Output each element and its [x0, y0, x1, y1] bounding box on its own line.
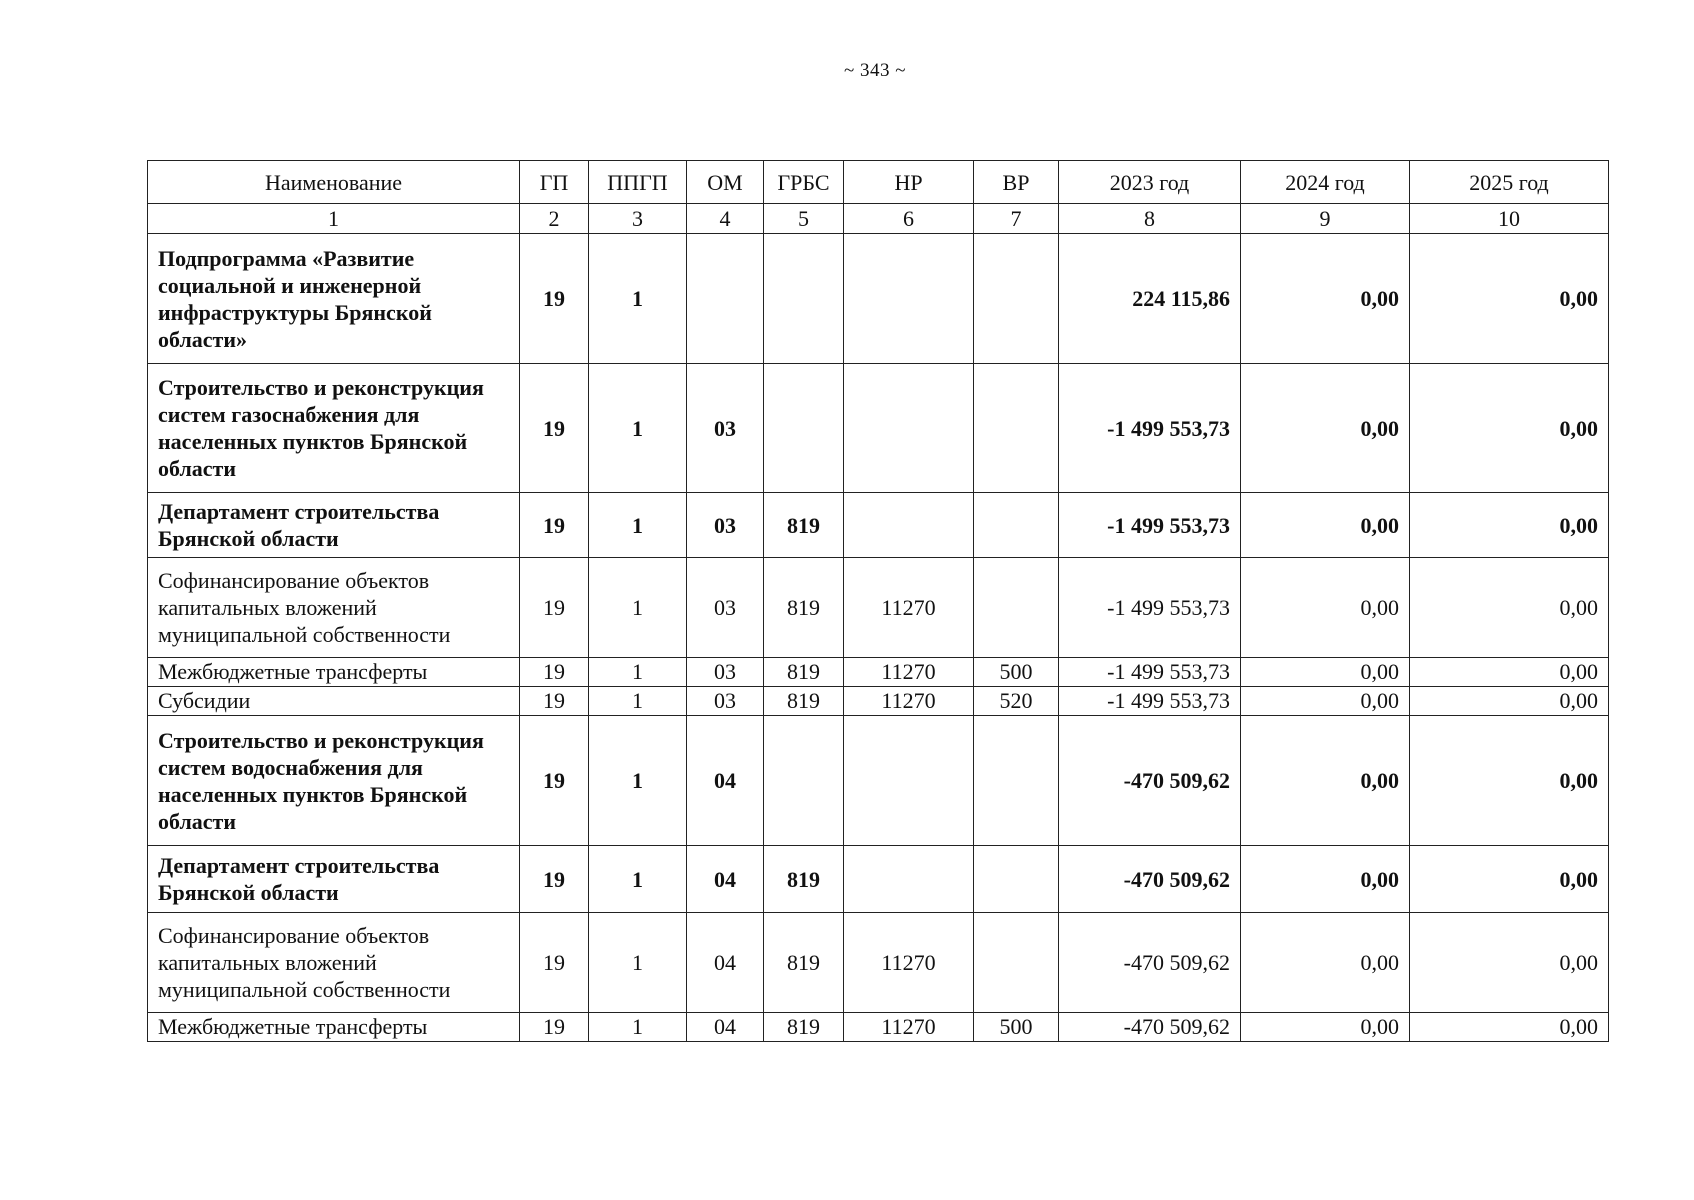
row-name: Строительство и реконструкция систем водоснабжения для населенных пунктов Брянской области: [148, 716, 520, 846]
column-header: 2023 год: [1059, 161, 1241, 204]
cell-2025: 0,00: [1410, 687, 1609, 716]
cell-vr: [974, 846, 1059, 913]
cell-2023: 224 115,86: [1059, 234, 1241, 364]
cell-2024: 0,00: [1241, 716, 1410, 846]
cell-2023: -1 499 553,73: [1059, 364, 1241, 493]
cell-gp: 19: [520, 558, 589, 658]
table-row: [148, 846, 1609, 913]
cell-om: 03: [687, 364, 764, 493]
column-header: Наименование: [148, 161, 520, 204]
cell-grbs: [764, 716, 844, 846]
cell-2023: -1 499 553,73: [1059, 558, 1241, 658]
row-name: Департамент строительства Брянской области: [148, 846, 520, 913]
cell-om: 03: [687, 558, 764, 658]
cell-2025: 0,00: [1410, 493, 1609, 558]
cell-ppgp: 1: [589, 687, 687, 716]
cell-2025: 0,00: [1410, 913, 1609, 1013]
cell-gp: 19: [520, 687, 589, 716]
cell-grbs: 819: [764, 687, 844, 716]
cell-2023: -1 499 553,73: [1059, 493, 1241, 558]
table-row: [148, 687, 1609, 716]
cell-2024: 0,00: [1241, 234, 1410, 364]
column-index: 3: [589, 204, 687, 234]
column-index: 8: [1059, 204, 1241, 234]
budget-table: [147, 160, 1609, 1042]
cell-grbs: [764, 364, 844, 493]
column-index: 7: [974, 204, 1059, 234]
column-index-row: [148, 204, 1609, 234]
cell-2024: 0,00: [1241, 558, 1410, 658]
cell-vr: 520: [974, 687, 1059, 716]
column-index: 10: [1410, 204, 1609, 234]
cell-gp: 19: [520, 364, 589, 493]
cell-2025: 0,00: [1410, 558, 1609, 658]
cell-grbs: 819: [764, 493, 844, 558]
cell-om: 04: [687, 1013, 764, 1042]
column-header: 2025 год: [1410, 161, 1609, 204]
cell-vr: [974, 558, 1059, 658]
cell-gp: 19: [520, 658, 589, 687]
column-index: 9: [1241, 204, 1410, 234]
cell-om: 03: [687, 658, 764, 687]
cell-nr: 11270: [844, 687, 974, 716]
cell-nr: [844, 846, 974, 913]
table-row: [148, 493, 1609, 558]
cell-2024: 0,00: [1241, 913, 1410, 1013]
cell-nr: 11270: [844, 658, 974, 687]
cell-ppgp: 1: [589, 1013, 687, 1042]
row-name: Строительство и реконструкция систем газоснабжения для населенных пунктов Брянской области: [148, 364, 520, 493]
column-header: ГРБС: [764, 161, 844, 204]
cell-2025: 0,00: [1410, 1013, 1609, 1042]
row-name: Департамент строительства Брянской области: [148, 493, 520, 558]
column-header: ГП: [520, 161, 589, 204]
cell-nr: [844, 716, 974, 846]
cell-2023: -1 499 553,73: [1059, 687, 1241, 716]
row-name: Межбюджетные трансферты: [148, 658, 520, 687]
cell-ppgp: 1: [589, 364, 687, 493]
cell-om: 03: [687, 687, 764, 716]
cell-gp: 19: [520, 1013, 589, 1042]
cell-nr: 11270: [844, 1013, 974, 1042]
column-index: 2: [520, 204, 589, 234]
cell-om: [687, 234, 764, 364]
cell-om: 04: [687, 716, 764, 846]
cell-ppgp: 1: [589, 658, 687, 687]
cell-vr: 500: [974, 1013, 1059, 1042]
cell-2024: 0,00: [1241, 687, 1410, 716]
cell-2025: 0,00: [1410, 658, 1609, 687]
cell-nr: [844, 364, 974, 493]
cell-grbs: 819: [764, 558, 844, 658]
cell-vr: [974, 716, 1059, 846]
cell-nr: [844, 234, 974, 364]
cell-2024: 0,00: [1241, 658, 1410, 687]
table-row: [148, 716, 1609, 846]
cell-vr: [974, 493, 1059, 558]
column-index: 6: [844, 204, 974, 234]
cell-ppgp: 1: [589, 493, 687, 558]
column-header: ВР: [974, 161, 1059, 204]
column-index: 1: [148, 204, 520, 234]
cell-om: 04: [687, 913, 764, 1013]
cell-om: 03: [687, 493, 764, 558]
table-row: [148, 913, 1609, 1013]
cell-2023: -470 509,62: [1059, 1013, 1241, 1042]
row-name: Софинансирование объектов капитальных вложений муниципальной собственности: [148, 913, 520, 1013]
cell-2023: -470 509,62: [1059, 913, 1241, 1013]
cell-2025: 0,00: [1410, 716, 1609, 846]
table-row: [148, 364, 1609, 493]
row-name: Софинансирование объектов капитальных вложений муниципальной собственности: [148, 558, 520, 658]
cell-vr: [974, 234, 1059, 364]
cell-2023: -1 499 553,73: [1059, 658, 1241, 687]
cell-gp: 19: [520, 846, 589, 913]
cell-grbs: 819: [764, 913, 844, 1013]
column-index: 5: [764, 204, 844, 234]
cell-gp: 19: [520, 913, 589, 1013]
cell-ppgp: 1: [589, 558, 687, 658]
cell-gp: 19: [520, 234, 589, 364]
column-index: 4: [687, 204, 764, 234]
cell-2024: 0,00: [1241, 493, 1410, 558]
column-header: ППГП: [589, 161, 687, 204]
row-name: Межбюджетные трансферты: [148, 1013, 520, 1042]
cell-ppgp: 1: [589, 234, 687, 364]
cell-gp: 19: [520, 493, 589, 558]
cell-ppgp: 1: [589, 716, 687, 846]
cell-vr: 500: [974, 658, 1059, 687]
cell-nr: [844, 493, 974, 558]
cell-ppgp: 1: [589, 846, 687, 913]
cell-2023: -470 509,62: [1059, 846, 1241, 913]
cell-nr: 11270: [844, 913, 974, 1013]
cell-grbs: 819: [764, 846, 844, 913]
cell-om: 04: [687, 846, 764, 913]
column-header: ОМ: [687, 161, 764, 204]
cell-grbs: [764, 234, 844, 364]
cell-vr: [974, 364, 1059, 493]
row-name: Подпрограмма «Развитие социальной и инженерной инфраструктуры Брянской области»: [148, 234, 520, 364]
cell-2024: 0,00: [1241, 1013, 1410, 1042]
cell-2025: 0,00: [1410, 846, 1609, 913]
cell-grbs: 819: [764, 1013, 844, 1042]
cell-2025: 0,00: [1410, 364, 1609, 493]
page-number: ~ 343 ~: [843, 60, 907, 81]
cell-ppgp: 1: [589, 913, 687, 1013]
table-row: [148, 234, 1609, 364]
cell-2023: -470 509,62: [1059, 716, 1241, 846]
table-row: [148, 1013, 1609, 1042]
table-row: [148, 558, 1609, 658]
table-row: [148, 658, 1609, 687]
row-name: Субсидии: [148, 687, 520, 716]
cell-gp: 19: [520, 716, 589, 846]
column-header: 2024 год: [1241, 161, 1410, 204]
cell-vr: [974, 913, 1059, 1013]
cell-grbs: 819: [764, 658, 844, 687]
cell-nr: 11270: [844, 558, 974, 658]
column-header: НР: [844, 161, 974, 204]
cell-2025: 0,00: [1410, 234, 1609, 364]
header-row: [148, 161, 1609, 204]
cell-2024: 0,00: [1241, 364, 1410, 493]
cell-2024: 0,00: [1241, 846, 1410, 913]
